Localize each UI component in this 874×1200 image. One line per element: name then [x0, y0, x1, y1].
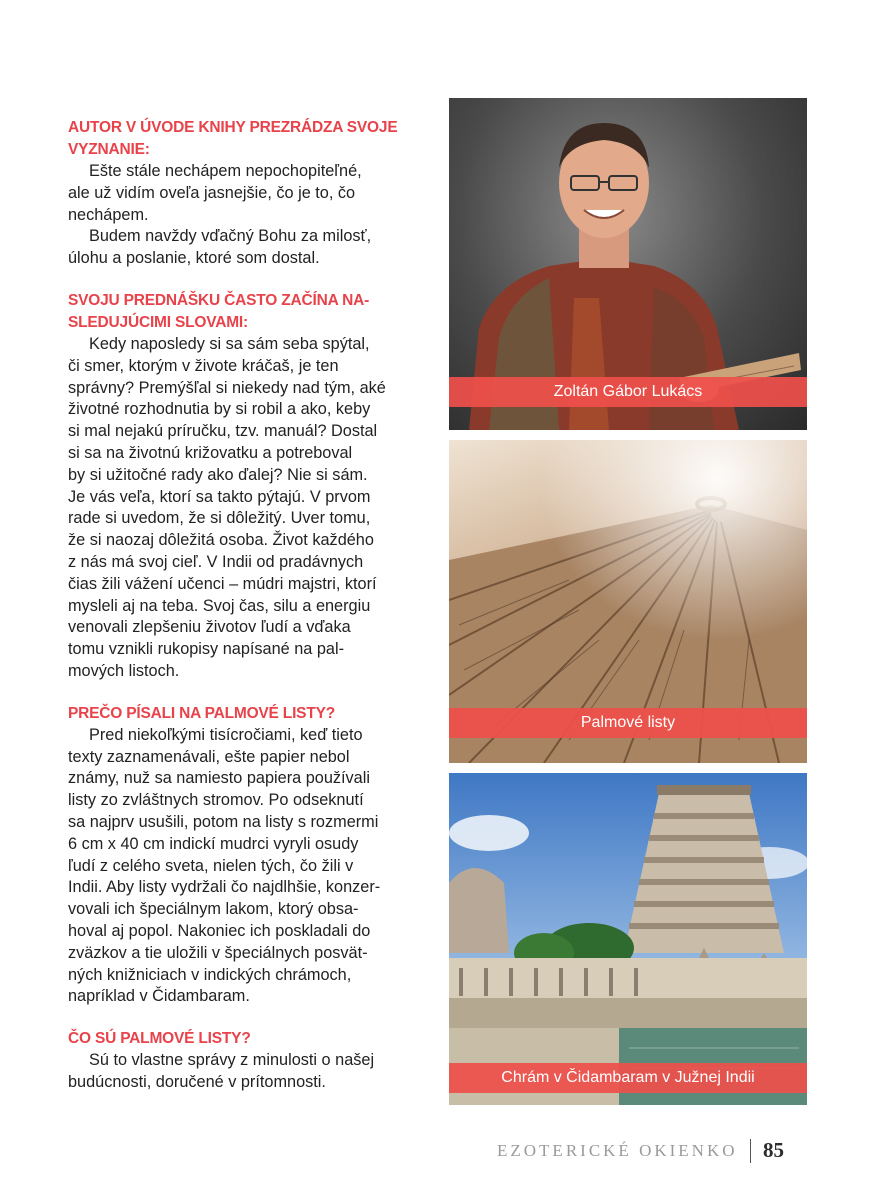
- paragraph: Sú to vlastne správy z minulosti o našej budúcnosti, doručené v prítomnosti.: [68, 1051, 375, 1091]
- article-section: [68, 1028, 430, 1094]
- article-text-column: [68, 117, 430, 1114]
- article-section: [68, 290, 430, 683]
- paragraph: Ešte stále nechápem nepochopiteľné, ale už vidím oveľa jasnejšie, čo je to, čo nechápem.: [68, 162, 362, 224]
- paragraph: Pred niekoľkými tisícročiami, keď tieto texty zaznamenávali, ešte papier nebol známy, nuž sa namiesto papiera používali listy zo zvláštnych stromov. Po odseknutí sa najprv usušili, potom na listy s rozmermi 6 cm x 40 cm indickí mudrci vyryli osudy ľudí z celého sveta, nielen tých, čo žili v Indii. Aby listy vydržali čo najdlhšie, konzer- vovali ich špeciálnym lakom, ktorý obsa- hoval aj popol. Nakoniec ich poskladali do zväzkov a tie uložili v špeciálnych posvät- ných knižniciach v indických chrámoch, napríklad v Čidambaram.: [68, 725, 381, 1006]
- page-footer: [497, 1138, 784, 1163]
- section-heading: ČO SÚ PALMOVÉ LISTY?: [68, 1030, 251, 1048]
- photo-caption: Zoltán Gábor Lukács: [449, 377, 807, 407]
- palm-leaves-photo: [449, 440, 807, 763]
- page-number: 85: [763, 1138, 784, 1162]
- magazine-section-title: EZOTERICKÉ OKIENKO: [497, 1140, 738, 1160]
- paragraph: Kedy naposledy si sa sám seba spýtal, či smer, ktorým v živote kráčaš, je ten správny? Premýšľal si niekedy nad tým, aké životné rozhodnutia by si robil a ako, keby si mal nejakú príručku, tzv. manuál? Dostal si sa na životnú križovatku a potreboval by si užitočné rady ako ďalej? Nie si sám. Je vás veľa, ktorí sa takto pýtajú. V prvom rade si uvedom, že si dôležitý. Uver tomu, že si naozaj dôležitá osoba. Život každého z nás má svoj cieľ. V Indii od pradávnych čias žili vážení učenci – múdri majstri, ktorí mysleli aj na teba. Svoj čas, silu a energiu venovali zlepšeniu životov ľudí a vďaka tomu vznikli rukopisy napísané na pal- mových listoch.: [68, 334, 386, 680]
- section-heading: AUTOR V ÚVODE KNIHY PREZRÁDZA SVOJE VYZNANIE:: [68, 119, 398, 158]
- temple-illustration: [449, 773, 807, 1105]
- section-heading: SVOJU PREDNÁŠKU ČASTO ZAČÍNA NA-SLEDUJÚCIMI SLOVAMI:: [68, 291, 370, 331]
- article-section: [68, 703, 430, 1008]
- portrait-photo: [449, 98, 807, 430]
- footer-divider: [750, 1139, 752, 1163]
- section-heading: PREČO PÍSALI NA PALMOVÉ LISTY?: [68, 704, 335, 722]
- photo-caption: Palmové listy: [449, 708, 807, 738]
- photo-caption: Chrám v Čidambaram v Južnej Indii: [449, 1063, 807, 1093]
- article-section: [68, 117, 430, 270]
- temple-photo: [449, 773, 807, 1105]
- paragraph: Budem navždy vďačný Bohu za milosť, úlohu a poslanie, ktoré som dostal.: [68, 227, 372, 268]
